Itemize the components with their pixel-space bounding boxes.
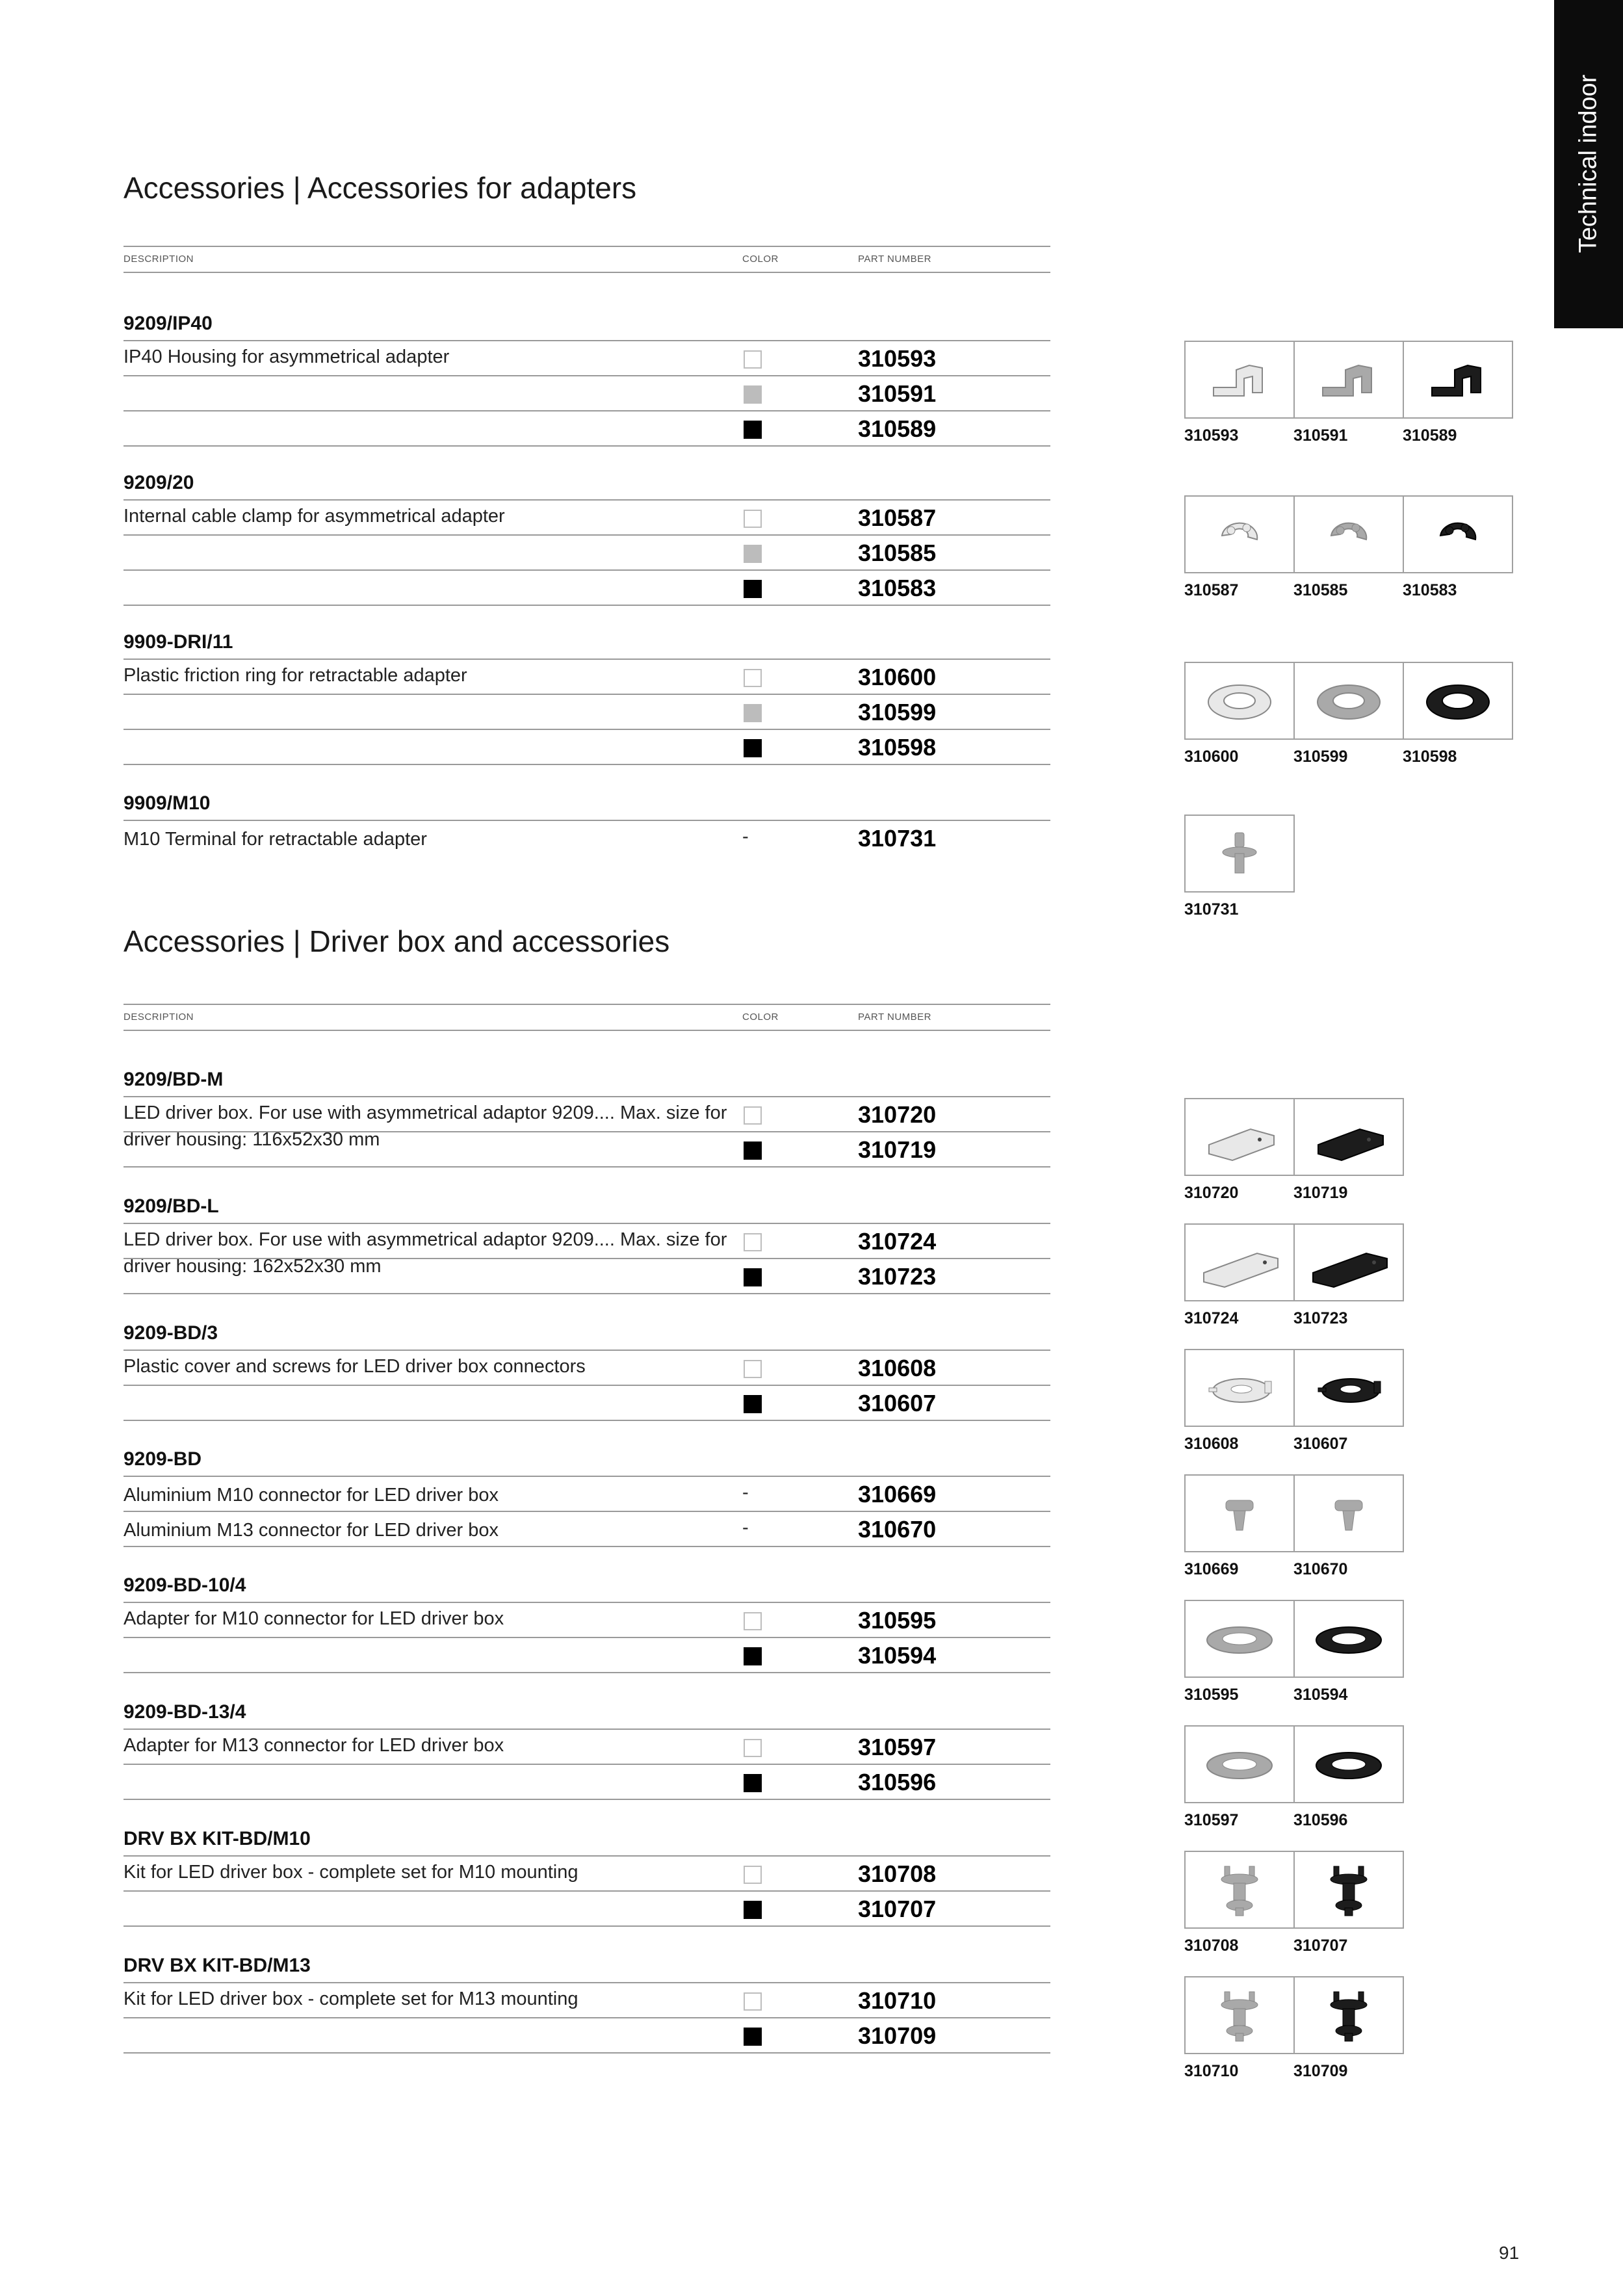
header-color: COLOR: [742, 254, 779, 265]
part-number: 310595: [858, 1607, 937, 1634]
part-number: 310731: [858, 825, 937, 852]
product-thumbnail: [1403, 662, 1513, 740]
color-swatch-white: [744, 1360, 762, 1378]
product-rows: [123, 820, 1050, 855]
product-image-gallery: [1184, 1098, 1403, 1203]
adapter-ring-image: [1197, 1732, 1282, 1797]
thumbnail-row: [1184, 1349, 1403, 1427]
ring-image: [1197, 668, 1282, 733]
thumbnail-caption: 310599: [1293, 748, 1348, 766]
table-header: [123, 1004, 1050, 1031]
product-thumbnail: [1184, 1851, 1295, 1929]
product-thumbnail: [1293, 1600, 1404, 1678]
terminal-image: [1197, 821, 1282, 886]
table-row: [123, 1350, 1050, 1385]
side-tab: [1554, 0, 1623, 328]
caption-row: [1184, 426, 1512, 445]
product-rows: [123, 1602, 1050, 1673]
product-rows: [123, 340, 1050, 447]
product-group: [123, 1443, 1050, 1547]
product-code: 9209/BD-M: [123, 1069, 224, 1090]
housing-image: [1416, 347, 1500, 412]
part-number: 310585: [858, 540, 937, 566]
thumbnail-caption: 310724: [1184, 1309, 1239, 1327]
part-number: 310723: [858, 1263, 937, 1290]
part-number: 310599: [858, 699, 937, 725]
part-number: 310597: [858, 1734, 937, 1760]
product-description: IP40 Housing for asymmetrical adapter: [123, 346, 450, 367]
thumbnail-caption: 310670: [1293, 1560, 1348, 1578]
product-thumbnail: [1184, 1098, 1295, 1176]
header-part-number: PART NUMBER: [858, 254, 932, 265]
thumbnail-row: [1184, 1600, 1403, 1678]
product-thumbnail: [1293, 1098, 1404, 1176]
row-description: Aluminium M13 connector for LED driver box: [123, 1520, 499, 1541]
clamp-image: [1197, 502, 1282, 567]
table-row: [123, 1637, 1050, 1673]
color-swatch-grey: [744, 545, 762, 563]
product-group: [123, 1823, 1050, 1927]
housing-image: [1197, 347, 1282, 412]
product-image-gallery: [1184, 1976, 1403, 2081]
part-number: 310587: [858, 504, 937, 531]
product-rows: [123, 1223, 1050, 1294]
part-number: 310707: [858, 1896, 937, 1922]
product-thumbnail: [1403, 341, 1513, 419]
color-swatch-white: [744, 1739, 762, 1757]
table-row: [123, 1476, 1050, 1511]
color-swatch-white: [744, 1233, 762, 1251]
product-group: [123, 1569, 1050, 1673]
caption-row: [1184, 1937, 1403, 1955]
product-thumbnail: [1293, 495, 1404, 573]
color-swatch-black: [744, 1901, 762, 1919]
product-group: [123, 307, 1050, 447]
table-row: [123, 1890, 1050, 1927]
thumbnail-row: [1184, 1223, 1403, 1301]
product-thumbnail: [1293, 341, 1404, 419]
product-rows: [123, 1350, 1050, 1421]
thumbnail-row: [1184, 1474, 1403, 1552]
color-swatch-black: [744, 1141, 762, 1160]
table-row: [123, 1602, 1050, 1637]
color-swatch-black: [744, 1774, 762, 1792]
product-image-gallery: [1184, 1349, 1403, 1454]
product-rows: [123, 1096, 1050, 1168]
part-number: 310583: [858, 575, 937, 601]
product-rows: [123, 1729, 1050, 1800]
thumbnail-row: [1184, 1851, 1403, 1929]
table-row: [123, 340, 1050, 375]
product-group: [123, 467, 1050, 606]
product-description: Plastic cover and screws for LED driver box connectors: [123, 1356, 586, 1377]
page-number: 91: [1499, 2243, 1520, 2263]
product-thumbnail: [1184, 1474, 1295, 1552]
part-number: 310669: [858, 1481, 937, 1507]
caption-row: [1184, 900, 1293, 919]
product-code: DRV BX KIT-BD/M13: [123, 1955, 311, 1976]
thumbnail-caption: 310731: [1184, 900, 1239, 919]
housing-image: [1306, 347, 1391, 412]
header-description: DESCRIPTION: [123, 1011, 194, 1023]
table-row: [123, 820, 1050, 855]
thumbnail-caption: 310583: [1403, 581, 1457, 599]
connector-image: [1197, 1481, 1282, 1546]
product-thumbnail: [1293, 1725, 1404, 1803]
product-thumbnail: [1184, 1223, 1295, 1301]
caption-row: [1184, 1560, 1403, 1579]
product-thumbnail: [1184, 1349, 1295, 1427]
thumbnail-row: [1184, 341, 1512, 419]
part-number: 310719: [858, 1136, 937, 1163]
product-image-gallery: [1184, 662, 1512, 766]
thumbnail-row: [1184, 815, 1293, 893]
color-none: -: [742, 1482, 749, 1503]
color-none: -: [742, 1517, 749, 1538]
thumbnail-caption: 310593: [1184, 426, 1239, 445]
product-rows: [123, 1855, 1050, 1927]
cover-image: [1197, 1355, 1282, 1420]
box-m-image: [1197, 1104, 1282, 1169]
thumbnail-caption: 310594: [1293, 1686, 1348, 1704]
color-swatch-white: [744, 1866, 762, 1884]
product-code: 9209-BD-13/4: [123, 1701, 246, 1723]
color-swatch-grey: [744, 704, 762, 722]
part-number: 310710: [858, 1987, 937, 2014]
product-code: 9909-DRI/11: [123, 631, 233, 653]
product-description: LED driver box. For use with asymmetrical adaptor 9209.... Max. size for driver housing: 162x52x30 mm: [123, 1229, 727, 1277]
table-row: [123, 729, 1050, 765]
product-description: Adapter for M13 connector for LED driver box: [123, 1735, 504, 1756]
kit-image: [1197, 1857, 1282, 1922]
product-rows: [123, 1476, 1050, 1547]
part-number: 310593: [858, 345, 937, 372]
table-row: [123, 1855, 1050, 1890]
part-number: 310607: [858, 1390, 937, 1416]
thumbnail-caption: 310707: [1293, 1937, 1348, 1955]
color-swatch-black: [744, 1647, 762, 1665]
product-group: [123, 1063, 1050, 1168]
color-swatch-white: [744, 669, 762, 687]
color-swatch-black: [744, 421, 762, 439]
table-header: [123, 246, 1050, 273]
part-number: 310596: [858, 1769, 937, 1795]
thumbnail-row: [1184, 662, 1512, 740]
product-description: Kit for LED driver box - complete set for M13 mounting: [123, 1989, 578, 2009]
product-image-gallery: [1184, 341, 1512, 445]
table-row: [123, 569, 1050, 606]
product-image-gallery: [1184, 1851, 1403, 1955]
part-number: 310598: [858, 734, 937, 761]
thumbnail-caption: 310608: [1184, 1435, 1239, 1453]
table-row: [123, 1764, 1050, 1800]
thumbnail-caption: 310669: [1184, 1560, 1239, 1578]
color-swatch-white: [744, 1992, 762, 2011]
product-group: [123, 1317, 1050, 1421]
part-number: 310600: [858, 664, 937, 690]
product-description: LED driver box. For use with asymmetrical adaptor 9209.... Max. size for driver housing: 116x52x30 mm: [123, 1102, 727, 1150]
box-l-image: [1197, 1230, 1282, 1295]
color-swatch-black: [744, 1395, 762, 1413]
thumbnail-caption: 310723: [1293, 1309, 1348, 1327]
product-code: 9209/BD-L: [123, 1195, 219, 1217]
caption-row: [1184, 1309, 1403, 1328]
product-thumbnail: [1293, 1223, 1404, 1301]
cover-image: [1306, 1355, 1391, 1420]
thumbnail-caption: 310708: [1184, 1937, 1239, 1955]
thumbnail-caption: 310595: [1184, 1686, 1239, 1704]
thumbnail-caption: 310596: [1293, 1811, 1348, 1829]
product-thumbnail: [1184, 815, 1295, 893]
product-description: Plastic friction ring for retractable adapter: [123, 665, 467, 686]
adapter-ring-image: [1306, 1606, 1391, 1671]
color-swatch-white: [744, 350, 762, 369]
product-thumbnail: [1184, 341, 1295, 419]
color-none: -: [742, 826, 749, 847]
product-thumbnail: [1184, 662, 1295, 740]
product-code: 9209/IP40: [123, 313, 213, 334]
color-swatch-white: [744, 1612, 762, 1630]
product-thumbnail: [1293, 662, 1404, 740]
table-row: [123, 534, 1050, 569]
box-m-image: [1306, 1104, 1391, 1169]
product-group: [123, 1950, 1050, 2054]
adapter-ring-image: [1197, 1606, 1282, 1671]
product-rows: [123, 659, 1050, 765]
product-thumbnail: [1293, 1976, 1404, 2054]
product-thumbnail: [1184, 1976, 1295, 2054]
color-swatch-black: [744, 1268, 762, 1286]
color-swatch-white: [744, 1106, 762, 1125]
table-row: [123, 1131, 1050, 1168]
caption-row: [1184, 1184, 1403, 1203]
caption-row: [1184, 1811, 1403, 1830]
table-row: [123, 2017, 1050, 2054]
thumbnail-row: [1184, 1725, 1403, 1803]
product-code: DRV BX KIT-BD/M10: [123, 1828, 311, 1849]
part-number: 310724: [858, 1228, 937, 1255]
product-description: Kit for LED driver box - complete set for M10 mounting: [123, 1862, 578, 1883]
table-row: [123, 1258, 1050, 1294]
thumbnail-caption: 310589: [1403, 426, 1457, 445]
product-thumbnail: [1184, 1600, 1295, 1678]
caption-row: [1184, 1435, 1403, 1454]
table-row: [123, 1223, 1050, 1258]
table-row: [123, 1982, 1050, 2017]
product-group: [123, 787, 1050, 855]
caption-row: [1184, 748, 1512, 766]
product-thumbnail: [1293, 1349, 1404, 1427]
row-description: Aluminium M10 connector for LED driver box: [123, 1485, 499, 1506]
thumbnail-caption: 310709: [1293, 2062, 1348, 2080]
product-thumbnail: [1293, 1474, 1404, 1552]
thumbnail-caption: 310719: [1293, 1184, 1348, 1202]
part-number: 310670: [858, 1516, 937, 1543]
product-group: [123, 1696, 1050, 1800]
header-part-number: PART NUMBER: [858, 1011, 932, 1023]
color-swatch-white: [744, 510, 762, 528]
color-swatch-grey: [744, 385, 762, 404]
product-image-gallery: [1184, 1600, 1403, 1704]
product-image-gallery: [1184, 1223, 1403, 1328]
thumbnail-row: [1184, 1098, 1403, 1176]
part-number: 310589: [858, 415, 937, 442]
thumbnail-caption: 310598: [1403, 748, 1457, 766]
ring-image: [1306, 668, 1391, 733]
product-code: 9209-BD-10/4: [123, 1574, 246, 1596]
part-number: 310709: [858, 2022, 937, 2049]
part-number: 310608: [858, 1355, 937, 1381]
table-row: [123, 694, 1050, 729]
table-row: [123, 1385, 1050, 1421]
color-swatch-black: [744, 739, 762, 757]
product-code: 9909/M10: [123, 792, 211, 814]
product-image-gallery: [1184, 495, 1512, 600]
color-swatch-black: [744, 580, 762, 598]
thumbnail-row: [1184, 495, 1512, 573]
product-image-gallery: [1184, 1725, 1403, 1830]
product-image-gallery: [1184, 1474, 1403, 1579]
ring-image: [1416, 668, 1500, 733]
part-number: 310594: [858, 1642, 937, 1669]
caption-row: [1184, 581, 1512, 600]
section-title: Accessories | Driver box and accessories: [123, 924, 670, 958]
kit-image: [1197, 1983, 1282, 2048]
thumbnail-caption: 310600: [1184, 748, 1239, 766]
product-thumbnail: [1184, 495, 1295, 573]
thumbnail-row: [1184, 1976, 1403, 2054]
adapter-ring-image: [1306, 1732, 1391, 1797]
clamp-image: [1306, 502, 1391, 567]
product-image-gallery: [1184, 815, 1293, 919]
product-code: 9209-BD: [123, 1448, 202, 1470]
row-description: M10 Terminal for retractable adapter: [123, 829, 427, 850]
clamp-image: [1416, 502, 1500, 567]
caption-row: [1184, 2062, 1403, 2081]
thumbnail-caption: 310585: [1293, 581, 1348, 599]
thumbnail-caption: 310587: [1184, 581, 1239, 599]
product-thumbnail: [1293, 1851, 1404, 1929]
kit-image: [1306, 1983, 1391, 2048]
connector-image: [1306, 1481, 1391, 1546]
kit-image: [1306, 1857, 1391, 1922]
side-tab-label: Technical indoor: [1574, 74, 1602, 254]
section-title: Accessories | Accessories for adapters: [123, 171, 637, 205]
product-group: [123, 626, 1050, 765]
product-thumbnail: [1184, 1725, 1295, 1803]
header-color: COLOR: [742, 1011, 779, 1023]
thumbnail-caption: 310591: [1293, 426, 1348, 445]
product-group: [123, 1190, 1050, 1294]
thumbnail-caption: 310597: [1184, 1811, 1239, 1829]
color-swatch-black: [744, 2028, 762, 2046]
product-rows: [123, 1982, 1050, 2054]
table-row: [123, 659, 1050, 694]
box-l-image: [1306, 1230, 1391, 1295]
part-number: 310720: [858, 1101, 937, 1128]
product-description: Internal cable clamp for asymmetrical adapter: [123, 506, 505, 527]
product-thumbnail: [1403, 495, 1513, 573]
part-number: 310591: [858, 380, 937, 407]
thumbnail-caption: 310710: [1184, 2062, 1239, 2080]
table-row: [123, 1511, 1050, 1547]
table-row: [123, 375, 1050, 410]
table-row: [123, 1729, 1050, 1764]
header-description: DESCRIPTION: [123, 254, 194, 265]
table-row: [123, 499, 1050, 534]
caption-row: [1184, 1686, 1403, 1704]
thumbnail-caption: 310720: [1184, 1184, 1239, 1202]
product-code: 9209-BD/3: [123, 1322, 218, 1344]
table-row: [123, 1096, 1050, 1131]
product-rows: [123, 499, 1050, 606]
thumbnail-caption: 310607: [1293, 1435, 1348, 1453]
table-row: [123, 410, 1050, 447]
part-number: 310708: [858, 1860, 937, 1887]
product-code: 9209/20: [123, 472, 194, 493]
product-description: Adapter for M10 connector for LED driver box: [123, 1608, 504, 1629]
